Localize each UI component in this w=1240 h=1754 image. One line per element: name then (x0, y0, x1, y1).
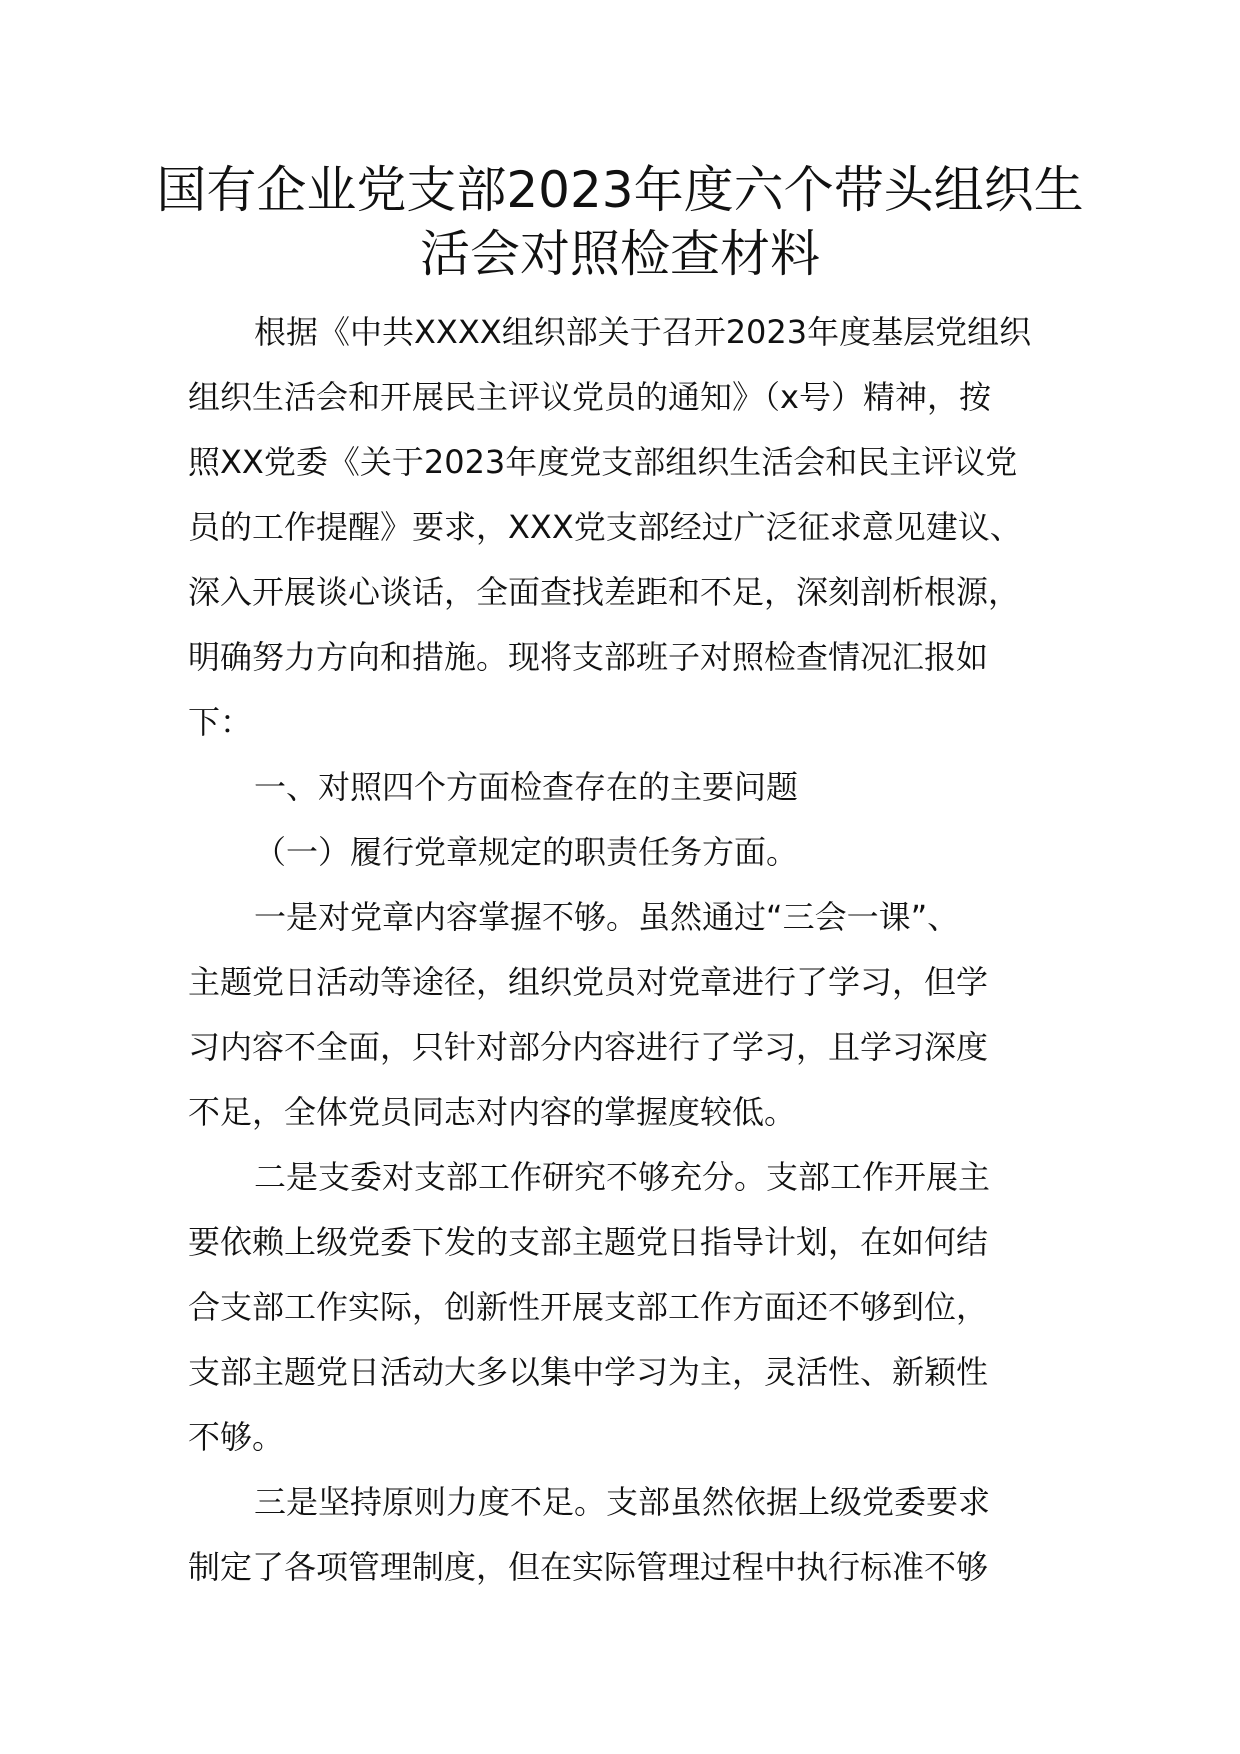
body-line: 主题党日活动等途径，组织党员对党章进行了学习，但学 (188, 963, 989, 1001)
title-line-2: 活会对照检查材料 (420, 225, 820, 283)
title-line-1: 国有企业党支部2023年度六个带头组织生 (156, 161, 1084, 219)
body-line: 照XX党委《关于2023年度党支部组织生活会和民主评议党 (188, 443, 1018, 481)
body-line: 二是支委对支部工作研究不够充分。支部工作开展主 (254, 1158, 991, 1196)
body-line: 制定了各项管理制度，但在实际管理过程中执行标准不够 (188, 1548, 989, 1586)
body-line: 合支部工作实际，创新性开展支部工作方面还不够到位， (188, 1288, 989, 1326)
body-line: 三是坚持原则力度不足。支部虽然依据上级党委要求 (254, 1483, 991, 1521)
document-title (150, 158, 1090, 286)
body-line: 不足，全体党员同志对内容的掌握度较低。 (188, 1093, 797, 1131)
body-line: 不够。 (188, 1418, 285, 1456)
body-line: 习内容不全面，只针对部分内容进行了学习，且学习深度 (188, 1028, 989, 1066)
document-body (188, 300, 1068, 1600)
body-line: 根据《中共XXXX组织部关于召开2023年度基层党组织 (254, 313, 1032, 351)
body-line: 明确努力方向和措施。现将支部班子对照检查情况汇报如 (188, 638, 989, 676)
body-line: 一是对党章内容掌握不够。虽然通过“三会一课”、 (254, 898, 960, 936)
body-line: 下： (188, 703, 253, 741)
body-line: 深入开展谈心谈话，全面查找差距和不足，深刻剖析根源， (188, 573, 1021, 611)
section-heading: 一、对照四个方面检查存在的主要问题 (254, 768, 799, 806)
subsection-heading: （一）履行党章规定的职责任务方面。 (254, 833, 799, 871)
body-line: 组织生活会和开展民主评议党员的通知》（x号）精神，按 (188, 378, 991, 416)
body-line: 要依赖上级党委下发的支部主题党日指导计划，在如何结 (188, 1223, 989, 1261)
body-line: 支部主题党日活动大多以集中学习为主，灵活性、新颖性 (188, 1353, 989, 1391)
body-line: 员的工作提醒》要求，XXX党支部经过广泛征求意见建议、 (188, 508, 1022, 546)
